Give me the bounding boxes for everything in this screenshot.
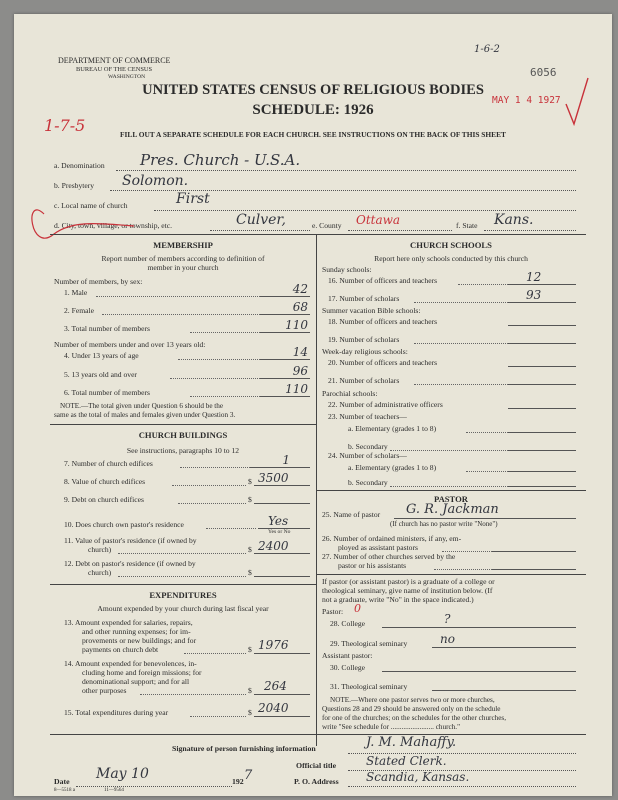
q27-line [492,569,576,570]
q26-line-2: ployed as assistant pastors [338,543,418,552]
county-line [348,230,452,231]
q14-line-4: other purposes [82,686,127,695]
q17-label: 17. Number of scholars [328,294,400,303]
q13-line-1: 13. Amount expended for salaries, repairs, [64,618,193,627]
q24b-label: b. Secondary [348,478,388,487]
summer-schools-label: Summer vacation Bible schools: [322,306,421,315]
schools-intro: Report here only schools conducted by this church [374,254,528,263]
q16-value: 12 [526,270,542,284]
q25-value: G. R. Jackman [406,502,499,517]
q11-line [254,553,310,554]
q15-leader [190,716,246,717]
q31-label: 31. Theological seminary [330,682,408,691]
date-label: Date [54,777,70,786]
q9-leader [178,503,246,504]
pastor-note-1: NOTE.—Where one pastor serves two or more churches, [330,696,495,704]
membership-note-1: NOTE.—The total given under Question 6 should be the [60,402,224,410]
census-schedule-sheet [14,14,612,796]
table-top-rule [50,234,586,235]
q13-leader [184,653,246,654]
pastor-note-4: write "See schedule for ........................ church." [322,723,461,731]
city-label: WASHINGTON [108,74,146,80]
members-by-sex-label: Number of members, by sex: [54,277,143,286]
q15-line [254,716,310,717]
q25-hint: (If church has no pastor write "None") [390,520,498,528]
q7-label: 7. Number of church edifices [64,459,153,468]
q12-label-2: church) [88,568,112,577]
schools-title: CHURCH SCHOOLS [410,240,492,250]
q9-label: 9. Debt on church edifices [64,495,144,504]
form-code-2: 11—9564 [104,788,124,793]
q25-line [394,518,576,519]
address-value: Scandia, Kansas. [366,770,470,784]
local-name-value: First [176,191,210,207]
q26-line [492,551,576,552]
college-note-3: not a graduate, write "No" in the space indicated.) [322,595,474,604]
q16-line [508,284,576,285]
q29-label: 29. Theological seminary [330,639,408,648]
q9-line [254,503,310,504]
membership-title: MEMBERSHIP [153,240,213,250]
q14-leader [140,694,246,695]
table-bottom-rule [50,734,586,735]
stamp-number: 6056 [530,66,557,79]
q17-leader [414,302,508,303]
q13-line-2: and other running expenses; for im- [82,627,191,636]
q24-label: 24. Number of scholars— [328,451,407,460]
signature-value: J. M. Mahaffy. [366,735,457,750]
sunday-schools-label: Sunday schools: [322,265,372,274]
q10-label: 10. Does church own pastor's residence [64,520,184,529]
q24b-leader [390,486,508,487]
address-label: P. O. Address [294,777,339,786]
q11-dollar: $ [248,545,252,554]
q5-label: 5. 13 years old and over [64,370,137,379]
pastor-note-3: for one of the churches; on the schedules for the other churches, [322,714,507,722]
q2-value: 68 [292,300,308,314]
q1-leader [96,296,260,297]
q11-label-1: 11. Value of pastor's residence (if owned by [64,536,197,545]
q24a-label: a. Elementary (grades 1 to 8) [348,463,437,472]
q6-value: 110 [285,382,308,396]
q16-label: 16. Number of officers and teachers [328,276,438,285]
q12-label-1: 12. Debt on pastor's residence (if owned by [64,559,196,568]
q13-line-3: provements or new buildings; and for [82,636,197,645]
local-name-label: c. Local name of church [54,201,128,210]
q6-line [260,396,310,397]
official-title-label: Official title [296,761,337,770]
q23b-leader [390,450,508,451]
q3-value: 110 [285,318,308,332]
q5-leader [170,378,260,379]
state-label: f. State [456,221,478,230]
q25-label: 25. Name of pastor [322,510,381,519]
expenditures-title: EXPENDITURES [149,590,217,600]
q2-leader [102,314,260,315]
q12-leader [118,576,246,577]
q17-line [508,302,576,303]
signature-label: Signature of person furnishing information [172,744,316,753]
q11-label-2: church) [88,545,112,554]
q29-line [432,647,576,648]
q23-label: 23. Number of teachers— [328,412,407,421]
q27-line-2: pastor or his assistants [338,561,407,570]
address-line [348,786,576,787]
buildings-title: CHURCH BUILDINGS [138,430,228,440]
q6-leader [190,396,260,397]
q30-line [382,671,576,672]
college-top-rule [316,574,586,575]
q4-leader [178,359,260,360]
q29-value: no [440,632,455,646]
q14-line-2: cluding home and foreign missions; for [82,668,202,677]
expenditures-top-rule [50,584,316,585]
buildings-top-rule [50,424,316,425]
q23b-line [508,450,576,451]
q12-line [254,576,310,577]
q14-dollar: $ [248,686,252,695]
q3-leader [190,332,260,333]
received-date-stamp: MAY 1 4 1927 [492,95,561,106]
q14-line-1: 14. Amount expended for benevolences, in- [64,659,197,668]
department-label: DEPARTMENT OF COMMERCE [58,56,171,65]
state-line [484,230,576,231]
q30-label: 30. College [330,663,366,672]
pastor-top-rule [316,490,586,491]
q2-label: 2. Female [64,306,94,315]
assistant-pastor-label: Assistant pastor: [322,651,373,660]
parochial-schools-label: Parochial schools: [322,389,378,398]
membership-note-2: same as the total of males and females given under Question 3. [54,411,236,419]
q13-line-4: payments on church debt [82,645,159,654]
q10-hint: Yes or No [268,529,291,535]
q7-line [250,467,310,468]
q13-value: 1976 [258,638,289,652]
expenditures-intro: Amount expended by your church during last fiscal year [97,604,269,613]
red-annotation-curve-icon [14,174,144,264]
pastor-title: PASTOR [433,494,469,504]
buildings-intro: See instructions, paragraphs 10 to 12 [126,446,240,455]
q23b-label: b. Secondary [348,442,388,451]
q14-line [254,694,310,695]
q8-value: 3500 [258,471,289,485]
membership-intro-1: Report number of members according to definition of [101,254,265,263]
q11-leader [118,553,246,554]
q22-label: 22. Number of administrative officers [328,400,443,409]
county-label: e. County [312,221,342,230]
q13-line [254,653,310,654]
denomination-line [116,170,576,171]
q8-label: 8. Value of church edifices [64,477,146,486]
members-by-age-label: Number of members under and over 13 years old: [54,340,206,349]
q23a-label: a. Elementary (grades 1 to 8) [348,424,437,433]
q21-line [508,384,576,385]
denomination-label: a. Denomination [54,161,105,170]
q12-dollar: $ [248,568,252,577]
form-code: 8—5518 a [54,788,75,793]
q18-line [508,325,576,326]
fill-instruction: FILL OUT A SEPARATE SCHEDULE FOR EACH CHURCH. SEE INSTRUCTIONS ON THE BACK OF THIS SHEET [120,130,506,139]
q15-value: 2040 [258,701,289,715]
presbytery-value: Solomon. [122,173,189,189]
q24a-line [508,471,576,472]
q20-label: 20. Number of officers and teachers [328,358,438,367]
q26-line-1: 26. Number of ordained ministers, if any, em- [322,534,462,543]
q8-line [254,485,310,486]
q4-label: 4. Under 13 years of age [64,351,139,360]
q4-line [260,359,310,360]
date-value: May 10 [96,766,149,782]
q1-value: 42 [292,282,308,296]
q19-label: 19. Number of scholars [328,335,400,344]
form-title: UNITED STATES CENSUS OF RELIGIOUS BODIES [142,82,484,98]
q20-line [508,366,576,367]
q19-line [508,343,576,344]
city-town-line [210,230,310,231]
check-mark-icon [562,74,592,134]
q9-dollar: $ [248,495,252,504]
presbytery-label: b. Presbytery [54,181,95,190]
college-note-1: If pastor (or assistant pastor) is a graduate of a college or [322,577,495,586]
q14-value: 264 [264,679,287,693]
left-red-note: 1-7-5 [44,116,86,135]
q19-leader [414,343,508,344]
q23a-line [508,432,576,433]
q8-leader [172,485,246,486]
q27-leader [434,569,492,570]
q7-value: 1 [282,453,290,467]
q28-line [382,627,576,628]
q24a-leader [466,471,508,472]
q17-value: 93 [526,288,542,302]
q21-leader [414,384,508,385]
q3-label: 3. Total number of members [64,324,151,333]
city-town-label: d. City, town, village, or township, etc. [54,221,173,230]
membership-intro-2: member in your church [147,263,219,272]
q1-label: 1. Male [64,288,88,297]
q7-leader [180,467,250,468]
q8-dollar: $ [248,477,252,486]
q3-line [260,332,310,333]
pastor-red-mark: 0 [354,602,361,615]
denomination-value: Pres. Church - U.S.A. [140,151,301,169]
q4-value: 14 [292,345,308,359]
q10-leader [206,528,256,529]
q15-dollar: $ [248,708,252,717]
q18-label: 18. Number of officers and teachers [328,317,438,326]
local-name-line [154,210,576,211]
q16-leader [458,284,508,285]
q15-label: 15. Total expenditures during year [64,708,169,717]
q28-value: ? [444,612,451,626]
schedule-title: SCHEDULE: 1926 [252,102,374,118]
state-value: Kans. [494,212,534,228]
q22-line [508,408,576,409]
q5-value: 96 [292,364,308,378]
q6-label: 6. Total number of members [64,388,151,397]
pastor-note-2: Questions 28 and 29 should be answered only on the schedule [322,705,501,713]
q10-value: Yes [268,514,289,528]
official-title-value: Stated Clerk. [366,754,447,768]
top-pencil-note: 1-6-2 [474,44,500,55]
q28-label: 28. College [330,619,366,628]
bureau-label: BUREAU OF THE CENSUS [76,66,153,73]
q24b-line [508,486,576,487]
city-town-value: Culver, [236,212,287,228]
q31-line [432,690,576,691]
q2-line [260,314,310,315]
year-value: 7 [244,768,253,783]
q1-line [260,296,310,297]
date-line [76,786,232,787]
q13-dollar: $ [248,645,252,654]
weekday-schools-label: Week-day religious schools: [322,347,408,356]
q27-line-1: 27. Number of other churches served by the [322,552,456,561]
q5-line [260,378,310,379]
college-note-2: theological seminary, give name of institution below. (If [322,586,493,595]
q23a-leader [466,432,508,433]
q14-line-3: denominational support; and for all [82,677,190,686]
pastor-label: Pastor: [322,607,344,616]
year-prefix: 192 [232,777,244,786]
q11-value: 2400 [258,539,289,553]
q21-label: 21. Number of scholars [328,376,400,385]
county-value: Ottawa [356,213,401,227]
